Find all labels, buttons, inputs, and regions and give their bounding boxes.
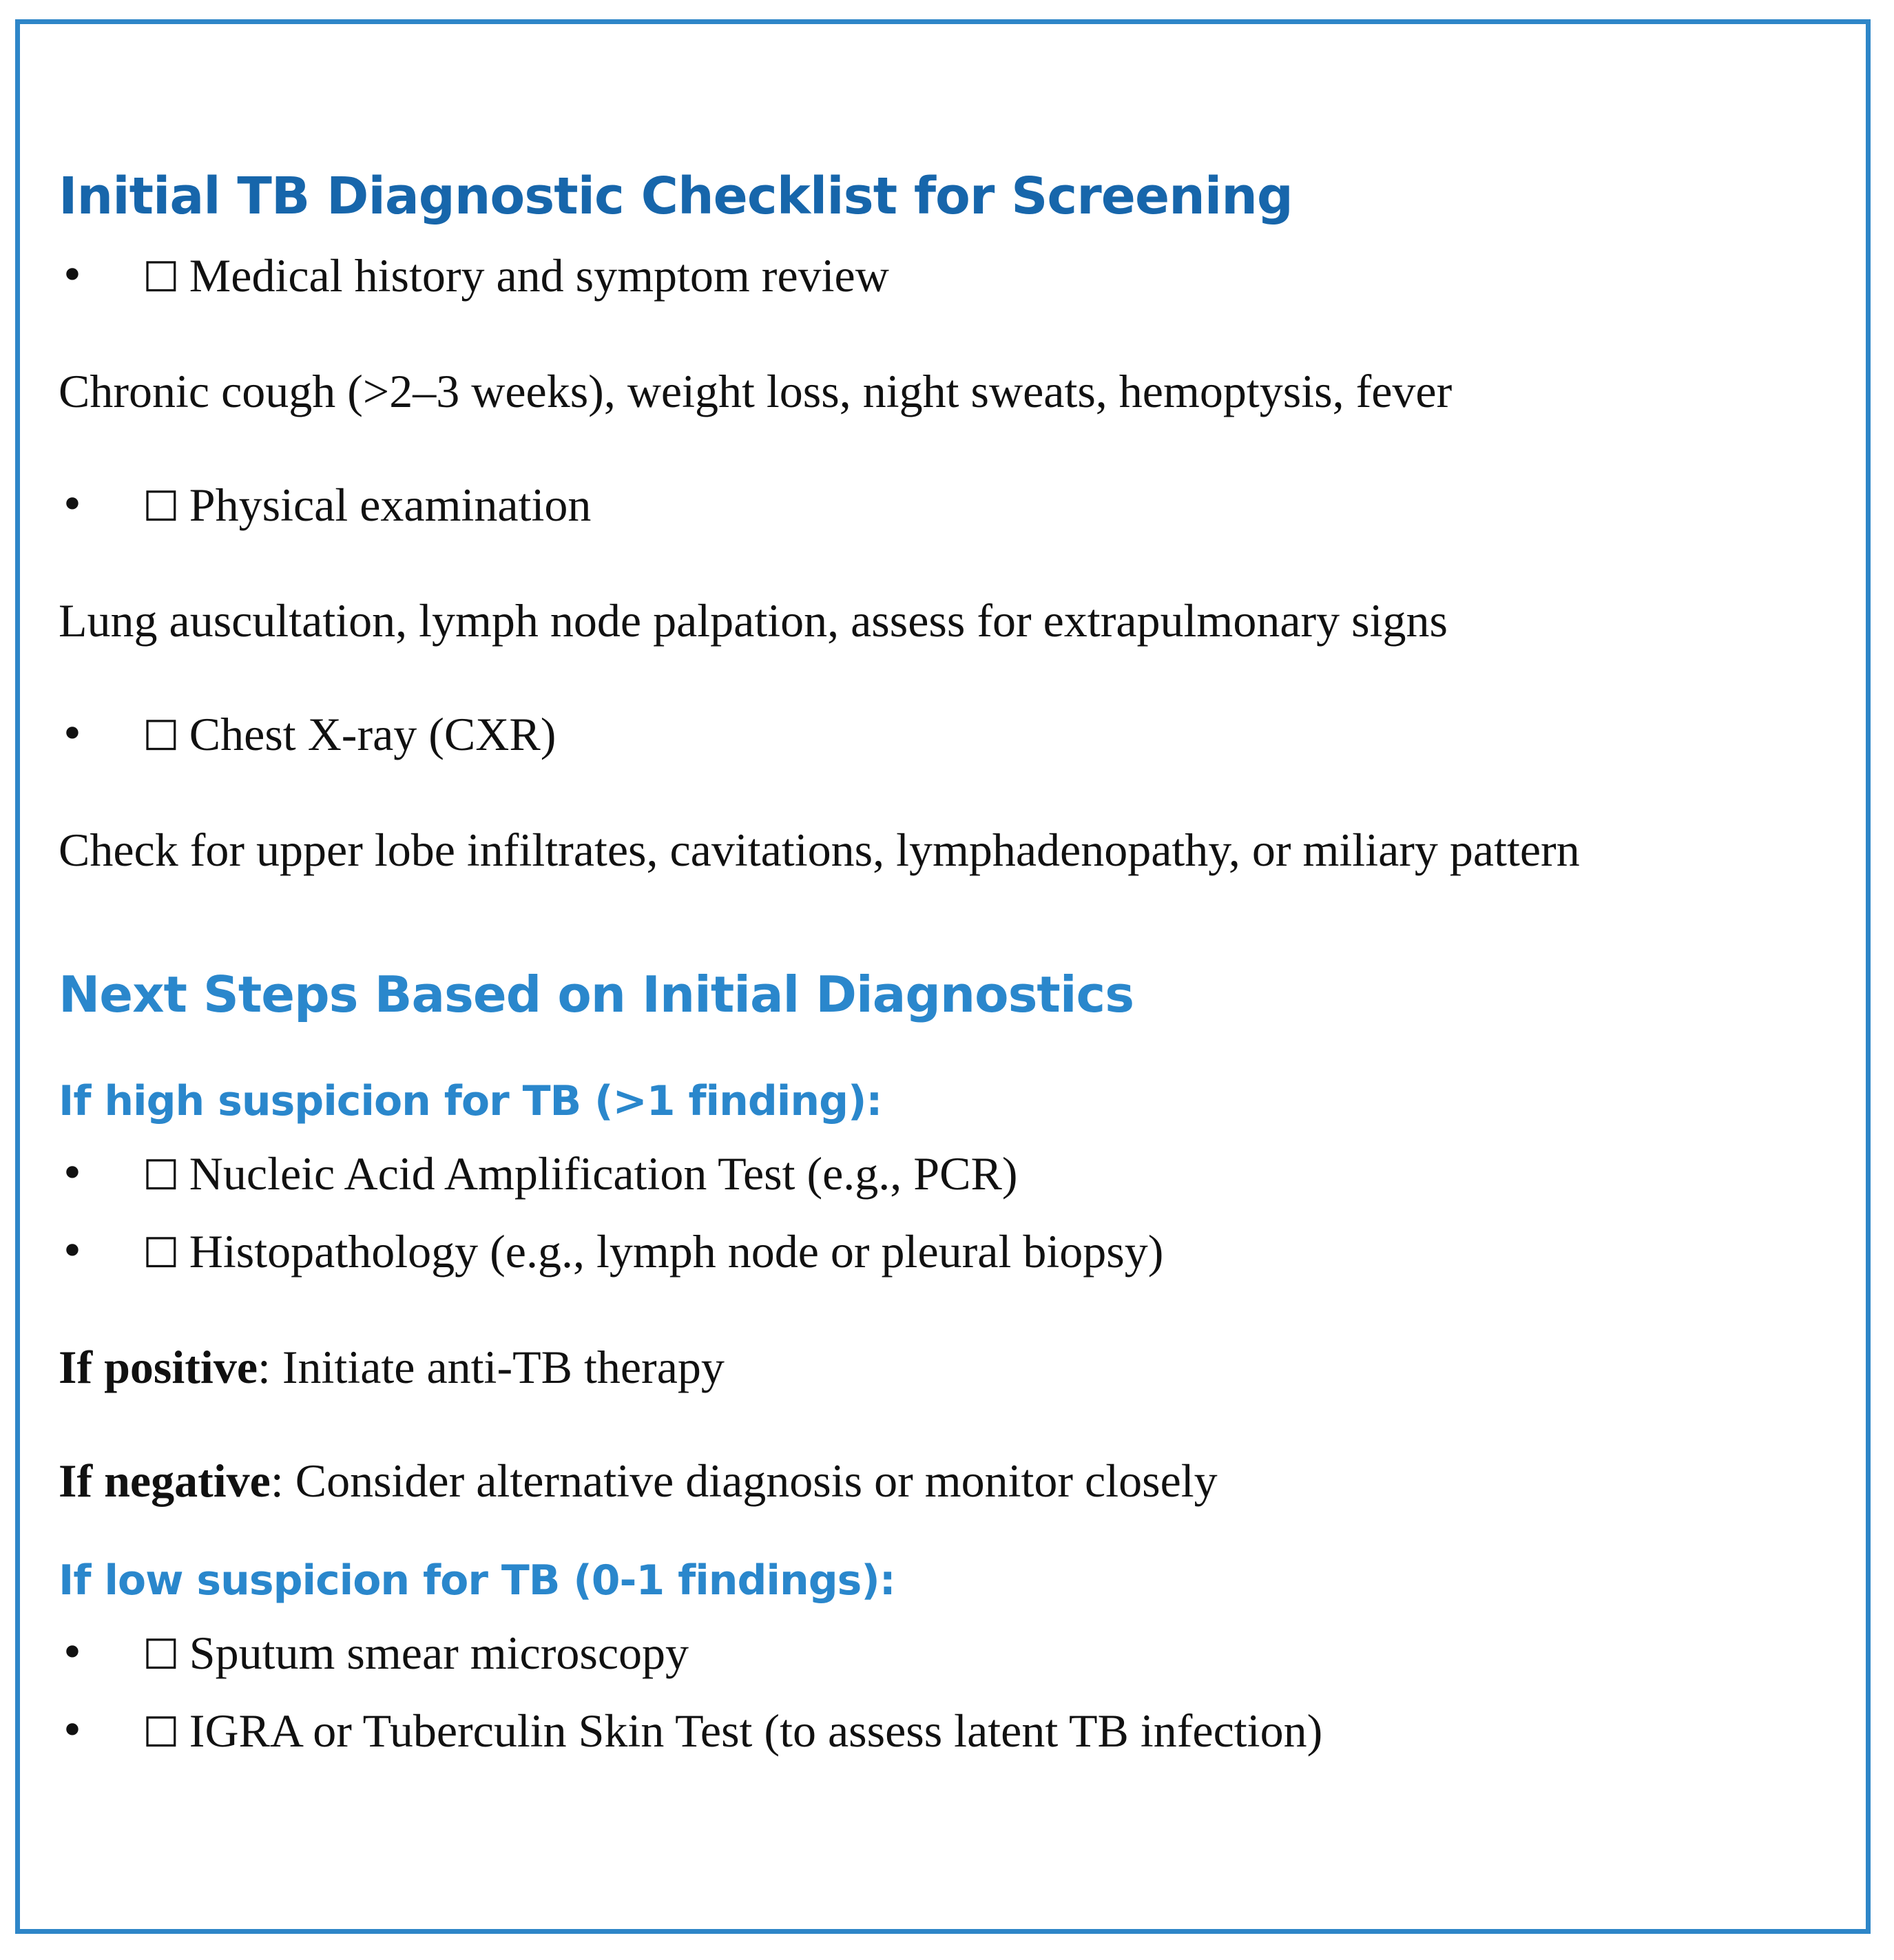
checklist-item-label: Medical history and symptom review: [189, 249, 889, 302]
if-negative-line: [59, 1443, 1849, 1519]
checkbox-icon[interactable]: ☐: [143, 1229, 180, 1278]
checkbox-icon[interactable]: ☐: [143, 1709, 180, 1757]
if-positive-line: [59, 1329, 1849, 1405]
checklist-item-detail: Lung auscultation, lymph node palpation, assess for extrapulmonary signs: [59, 594, 1448, 647]
checkbox-icon[interactable]: ☐: [143, 712, 180, 760]
section1-item-2: [59, 467, 1849, 545]
section1-item-3: [59, 696, 1849, 774]
checklist-item-detail: Check for upper lobe infiltrates, cavitations, lymphadenopathy, or miliary pattern: [59, 824, 1580, 876]
checklist-content: [59, 155, 1849, 1771]
bullet-icon: •: [60, 710, 85, 758]
checklist-item-label: Histopathology (e.g., lymph node or pleural biopsy): [189, 1225, 1164, 1278]
if-negative-label: If negative: [59, 1455, 271, 1507]
low-suspicion-title: If low suspicion for TB (0-1 findings):: [59, 1556, 895, 1605]
section2-title: Next Steps Based on Initial Diagnostics: [59, 966, 1134, 1023]
if-positive-label: If positive: [59, 1341, 258, 1393]
if-negative-text: : Consider alternative diagnosis or monitor closely: [270, 1455, 1218, 1507]
section1-title: Initial TB Diagnostic Checklist for Screening: [59, 167, 1293, 226]
checklist-item: [59, 1615, 1849, 1693]
section1-item-1: [59, 238, 1849, 315]
high-suspicion-title: If high suspicion for TB (>1 finding):: [59, 1077, 882, 1125]
checklist-item: [59, 1213, 1849, 1291]
checklist-frame: [15, 19, 1871, 1934]
checklist-item: [59, 1693, 1849, 1771]
bullet-icon: •: [60, 251, 85, 300]
checkbox-icon[interactable]: ☐: [143, 1151, 180, 1200]
low-suspicion-list: [59, 1615, 1849, 1771]
bullet-icon: •: [60, 1227, 85, 1275]
bullet-icon: •: [60, 1629, 85, 1677]
checklist-item-label: Nucleic Acid Amplification Test (e.g., PCR): [189, 1147, 1018, 1200]
checklist-item: [59, 696, 1849, 774]
checklist-item-label: Chest X-ray (CXR): [189, 708, 556, 760]
high-suspicion-list: [59, 1136, 1849, 1291]
bullet-icon: •: [60, 481, 85, 529]
checklist-item-label: Sputum smear microscopy: [189, 1627, 689, 1679]
checklist-item-label: Physical examination: [189, 479, 592, 531]
checkbox-icon[interactable]: ☐: [143, 1631, 180, 1679]
checklist-item: [59, 1136, 1849, 1213]
checklist-item: [59, 467, 1849, 545]
bullet-icon: •: [60, 1149, 85, 1198]
bullet-icon: •: [60, 1707, 85, 1755]
checklist-item: [59, 238, 1849, 315]
checklist-item-label: IGRA or Tuberculin Skin Test (to assess latent TB infection): [189, 1704, 1323, 1757]
checkbox-icon[interactable]: ☐: [143, 483, 180, 531]
checklist-item-detail: Chronic cough (>2–3 weeks), weight loss, night sweats, hemoptysis, fever: [59, 365, 1453, 417]
if-positive-text: : Initiate anti-TB therapy: [258, 1341, 725, 1393]
checkbox-icon[interactable]: ☐: [143, 253, 180, 302]
